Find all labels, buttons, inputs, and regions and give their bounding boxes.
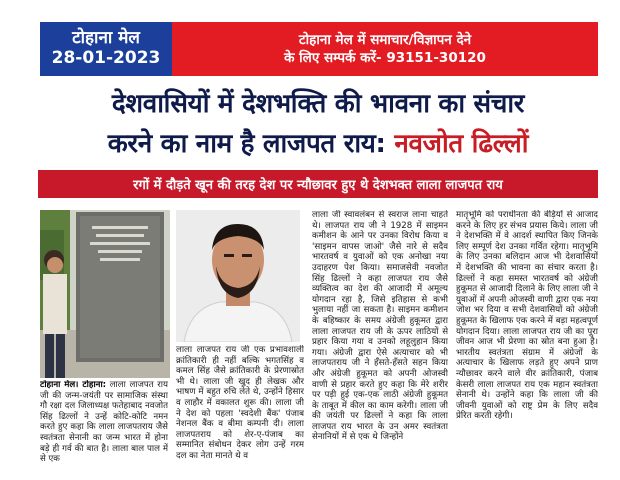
headline xyxy=(38,84,598,164)
headline-line-1: देशवासियों में देशभक्ति की भावना का संचार xyxy=(111,89,525,119)
headline-line-2-part-1: करने का नाम है लाजपत राय: xyxy=(107,129,395,159)
notice-line-1: टोहाना मेल में समाचार/विज्ञापन देने xyxy=(298,31,472,48)
article-text-2: लाला लाजपत राय जी एक प्रभावशाली क्रांतिकारी ही नहीं बल्कि भगतसिंह व कमल सिंह जैसे क्रांतिकारी के प्रेरणास्रोत भी थे। लाला जी खुद ही लेखक और भाषण में बहुत रुचि लेते थे, उन्होंने हिसार व लाहौर में वकालत शुरू की। लाला जी ने देश को पहला 'स्वदेशी बैंक' पंजाब नेशनल बैंक व बीमा कम्पनी दी। लाला लाजपतराय को शेर-ए-पंजाब का सम्मानित संबोधन देकर लोग उन्हें गरम दल का नेता मानते थे व xyxy=(176,345,304,461)
article-text-1: लाला लाजपत राय जी की जन्म-जयंती पर सामाजिक संस्था गौ रक्षा दल जिलाध्यक्ष फतेहाबाद नवजोत सिंह ढिल्लों ने उन्हें कोटि-कोटि नमन करते हुए कहा कि लाला लाजपतराय जैसे स्वतंत्रता सेनानी का जन्म भारत में होना बड़े ही गर्व की बात है। लाला बाल पाल में से एक xyxy=(40,380,168,465)
brand-date: 28-01-2023 xyxy=(51,48,161,68)
article-column-4 xyxy=(456,210,598,476)
memorial-photo xyxy=(40,210,170,378)
article-paragraph-1 xyxy=(40,380,168,465)
portrait-photo xyxy=(176,210,300,342)
subheadline-text: रगों में दौड़ते खून की तरह देश पर न्यौछावर हुए थे देशभक्त लाला लाजपत राय xyxy=(133,178,503,193)
subheadline-bar xyxy=(38,170,598,198)
dateline: टोहाना मेल। टोहाना: xyxy=(40,380,107,390)
headline-line-2-part-2: नवजोत ढिल्लों xyxy=(394,129,529,159)
article-column-3 xyxy=(312,210,448,476)
portrait-image xyxy=(176,210,300,342)
headline-line-2 xyxy=(38,124,598,164)
contact-notice xyxy=(172,22,598,76)
brand-name: टोहाना मेल xyxy=(72,28,140,49)
article-column-1 xyxy=(40,380,168,476)
notice-line-2: के लिए सम्पर्क करें- 93151-30120 xyxy=(284,50,486,66)
article-text-4: मातृभूमि को पराधीनता की बेड़ियों से आजाद करने के लिए हर संभव प्रयास किये। लाला जी ने देशभक्ति में वे आदर्श स्थापित किए जिनके लिए सम्पूर्ण देश उनका गर्वित रहेगा। मातृभूमि के लिए उनका बलिदान आज भी देशवासियों में देशभक्ति की भावना का संचार करता है। ढिल्लों ने कहा समस्त भारतवर्ष को अंग्रेजी हुकूमत से आजादी दिलाने के लिए लाला जी ने युवाओं में अपनी ओजस्वी वाणी द्वारा एक नया जोश भर दिया व सभी देशवासियों को अंग्रेजी हुकूमत के खिलाफ एक करने में बड़ा महत्वपूर्ण योगदान दिया। लाला लाजपत राय जी का पूरा जीवन आज भी प्रेरणा का स्रोत बना हुआ है। भारतीय स्वतंत्रता संग्राम में अंग्रेजों के अत्याचार के खिलाफ लड़ते हुए अपने प्राण न्यौछावर करने वाले वीर क्रांतिकारी, पंजाब केसरी लाला लाजपत राय एक महान स्वतंत्रता सेनानी थे। उन्होंने कहा कि लाला जी की जीवनी युवाओं को राष्ट्र प्रेम के लिए सदैव प्रेरित करती रहेगी। xyxy=(456,210,598,422)
article-text-3: लाला जी स्वावलंबन से स्वराज लाना चाहते थे। लाजपत राय जी ने 1928 में साइमन कमीशन के आने पर उनका विरोध किया व 'साइमन वापस जाओ' जैसे नारे से सदैव भारतवर्ष व युवाओं को एक अनोखा नया उदाहरण पेश किया। समाजसेवी नवजोत सिंह ढिल्लों ने कहा लाजपत राय जैसे व्यक्तित्व का देश की आजादी में अमूल्य योगदान रहा है, जिसे इतिहास से कभी भुलाया नहीं जा सकता है। साइमन कमीशन के बहिष्कार के समय अंग्रेजी हुकूमत द्वारा लाला लाजपत राय जी के ऊपर लाठियों से प्रहार किया गया व उनको लहूलुहान किया गया। अंग्रेजी द्वारा ऐसे अत्याचार को भी लाजपतराय जी ने हँसते-हँसते सहन किया और अंग्रेजी हुकूमत को अपनी ओजस्वी वाणी से प्रहार करते हुए कहा कि मेरे शरीर पर पड़ी हुई एक-एक लाठी अंग्रेजी हुकूमत के ताबूत में कील का काम करेगी। लाला जी की जयंती पर ढिल्लों ने कहा कि लाला लाजपत राय भारत के उन अमर स्वतंत्रता सेनानियों में से एक थे जिन्होंने xyxy=(312,210,448,443)
memorial-photo-image xyxy=(40,210,170,378)
article-column-2 xyxy=(176,345,304,476)
masthead xyxy=(40,22,598,76)
brand-block xyxy=(40,22,172,76)
